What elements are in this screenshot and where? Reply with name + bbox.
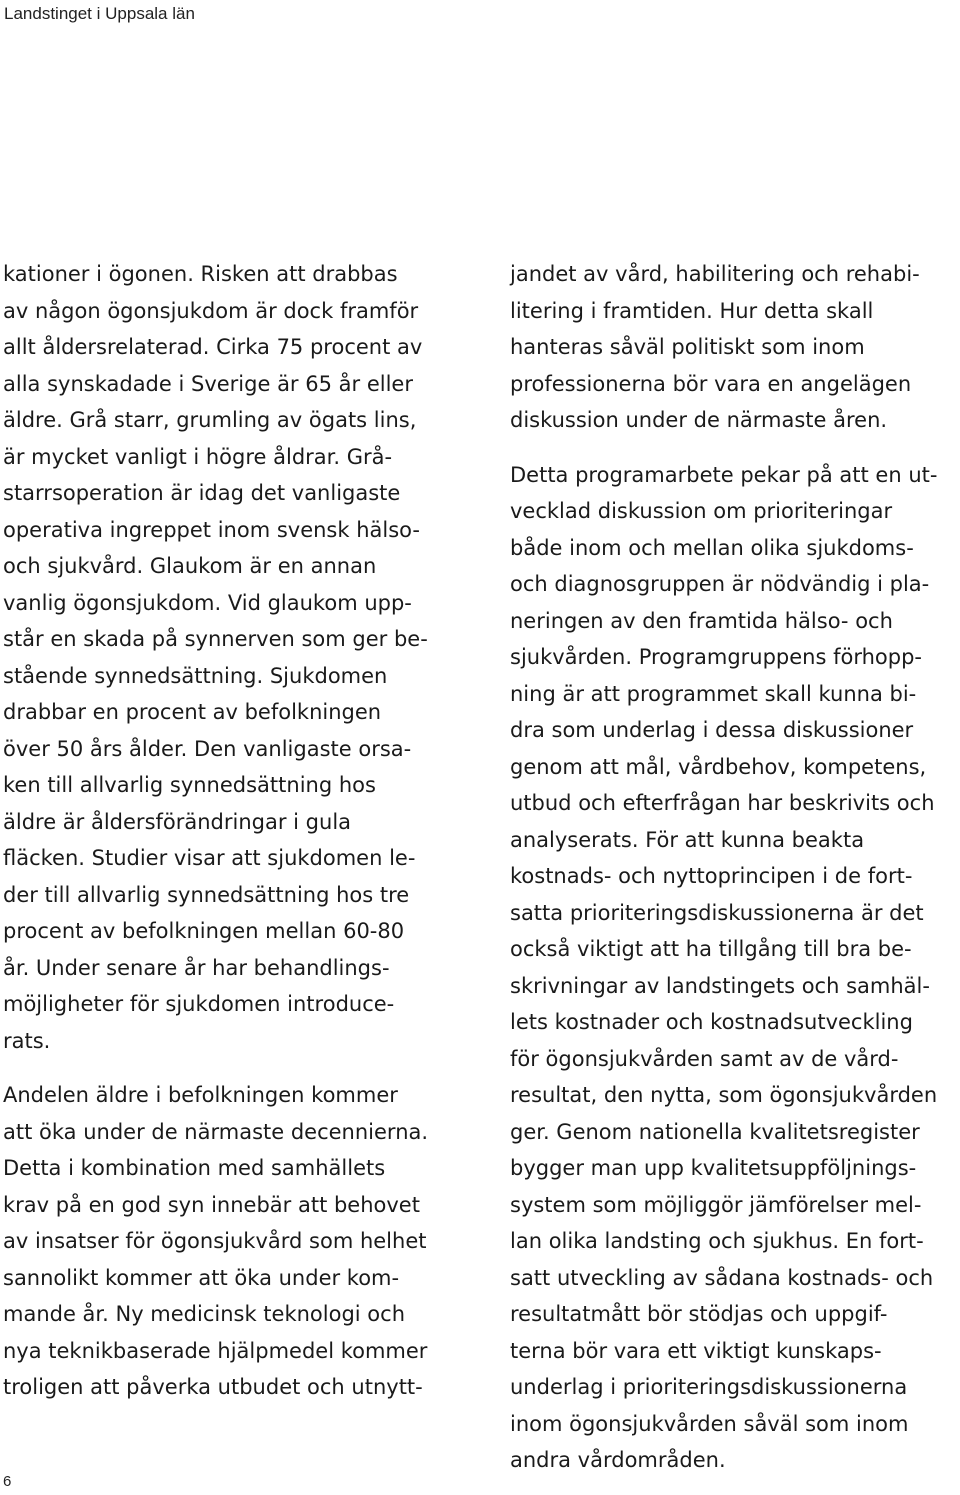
left-column xyxy=(3,256,463,1406)
right-column xyxy=(510,256,958,1479)
paragraph xyxy=(3,1077,463,1406)
text-line: krav på en god syn innebär att behovet xyxy=(3,1192,420,1217)
page-number: 6 xyxy=(3,1473,12,1490)
text-line: drabbar en procent av befolkningen xyxy=(3,700,382,724)
text-line: analyserats. För att kunna beakta xyxy=(510,827,865,852)
text-line: vecklad diskussion om prioriteringar xyxy=(510,499,893,523)
text-line: der till allvarlig synnedsättning hos tre xyxy=(3,882,410,907)
text-line: Detta programarbete pekar på att en ut- xyxy=(510,462,938,487)
text-line: litering i framtiden. Hur detta skall xyxy=(510,298,874,323)
text-line: äldre är åldersförändringar i gula xyxy=(3,809,352,834)
text-line: jandet av vård, habilitering och rehabi- xyxy=(510,262,920,286)
text-line: ken till allvarlig synnedsättning hos xyxy=(3,773,376,797)
text-line: och diagnosgruppen är nödvändig i pla- xyxy=(510,572,930,596)
text-line: för ögonsjukvården samt av de vård- xyxy=(510,1046,899,1071)
text-line: Detta i kombination med samhällets xyxy=(3,1156,386,1180)
text-line: hanteras såväl politiskt som inom xyxy=(510,335,865,359)
text-line: stående synnedsättning. Sjukdomen xyxy=(3,663,388,688)
text-line: operativa ingreppet inom svensk hälso- xyxy=(3,517,420,542)
text-line: resultatmått bör stödjas och uppgif- xyxy=(510,1302,888,1326)
text-line: terna bör vara ett viktigt kunskaps- xyxy=(510,1338,882,1363)
text-line: av insatser för ögonsjukvård som helhet xyxy=(3,1229,427,1253)
text-line: procent av befolkningen mellan 60-80 xyxy=(3,919,405,943)
text-line: system som möjliggör jämförelser mel- xyxy=(510,1192,922,1217)
text-line: lan olika landsting och sjukhus. En fort- xyxy=(510,1229,924,1253)
text-line: satta prioriteringsdiskussionerna är det xyxy=(510,900,924,925)
text-line: andra vårdområden. xyxy=(510,1448,726,1472)
text-line: utbud och efterfrågan har beskrivits och xyxy=(510,791,935,815)
text-line: av någon ögonsjukdom är dock framför xyxy=(3,298,419,323)
text-line: underlag i prioriteringsdiskussionerna xyxy=(510,1375,908,1399)
text-line: ning är att programmet skall kunna bi- xyxy=(510,681,917,706)
text-line: både inom och mellan olika sjukdoms- xyxy=(510,535,914,560)
text-line: sjukvården. Programgruppens förhopp- xyxy=(510,645,923,669)
text-line: inom ögonsjukvården såväl som inom xyxy=(510,1411,909,1436)
text-line: år. Under senare år har behandlings- xyxy=(3,955,390,980)
text-line: kationer i ögonen. Risken att drabbas xyxy=(3,262,398,286)
text-line: Andelen äldre i befolkningen kommer xyxy=(3,1083,398,1107)
text-line: är mycket vanligt i högre åldrar. Grå- xyxy=(3,444,393,469)
paragraph xyxy=(3,256,463,1059)
text-line: genom att mål, vårdbehov, kompetens, xyxy=(510,754,927,779)
paragraph-spacer xyxy=(3,1059,463,1077)
text-line: ger. Genom nationella kvalitetsregister xyxy=(510,1119,920,1144)
text-line: också viktigt att ha tillgång till bra be- xyxy=(510,937,912,961)
text-line: satt utveckling av sådana kostnads- och xyxy=(510,1265,934,1290)
paragraph xyxy=(510,457,958,1479)
text-line: mande år. Ny medicinsk teknologi och xyxy=(3,1302,406,1326)
text-line: lets kostnader och kostnadsutveckling xyxy=(510,1010,913,1034)
text-line: starrsoperation är idag det vanligaste xyxy=(3,481,401,505)
text-line: rats. xyxy=(3,1028,51,1053)
text-line: diskussion under de närmaste åren. xyxy=(510,408,888,432)
text-line: kostnads- och nyttoprincipen i de fort- xyxy=(510,864,913,888)
text-line: professionerna bör vara en angelägen xyxy=(510,371,912,396)
paragraph xyxy=(510,256,958,439)
text-line: troligen att påverka utbudet och utnytt- xyxy=(3,1375,423,1399)
text-line: sannolikt kommer att öka under kom- xyxy=(3,1265,400,1290)
text-line: står en skada på synnerven som ger be- xyxy=(3,627,428,651)
text-line: möjligheter för sjukdomen introduce- xyxy=(3,992,395,1016)
text-line: allt åldersrelaterad. Cirka 75 procent av xyxy=(3,335,423,359)
running-header: Landstinget i Uppsala län xyxy=(4,4,195,23)
text-line: neringen av den framtida hälso- och xyxy=(510,608,893,633)
text-line: att öka under de närmaste decennierna. xyxy=(3,1119,429,1144)
text-line: över 50 års ålder. Den vanligaste orsa- xyxy=(3,736,412,761)
text-line: bygger man upp kvalitetsuppföljnings- xyxy=(510,1156,917,1180)
text-line: fläcken. Studier visar att sjukdomen le- xyxy=(3,846,416,870)
text-line: äldre. Grå starr, grumling av ögats lins, xyxy=(3,408,417,432)
paragraph-spacer xyxy=(510,439,958,457)
text-line: skrivningar av landstingets och samhäl- xyxy=(510,973,930,998)
text-line: resultat, den nytta, som ögonsjukvården xyxy=(510,1083,938,1107)
text-line: och sjukvård. Glaukom är en annan xyxy=(3,554,377,578)
text-line: nya teknikbaserade hjälpmedel kommer xyxy=(3,1338,428,1363)
text-line: vanlig ögonsjukdom. Vid glaukom upp- xyxy=(3,590,412,615)
text-line: alla synskadade i Sverige är 65 år eller xyxy=(3,371,413,396)
text-line: dra som underlag i dessa diskussioner xyxy=(510,718,914,742)
